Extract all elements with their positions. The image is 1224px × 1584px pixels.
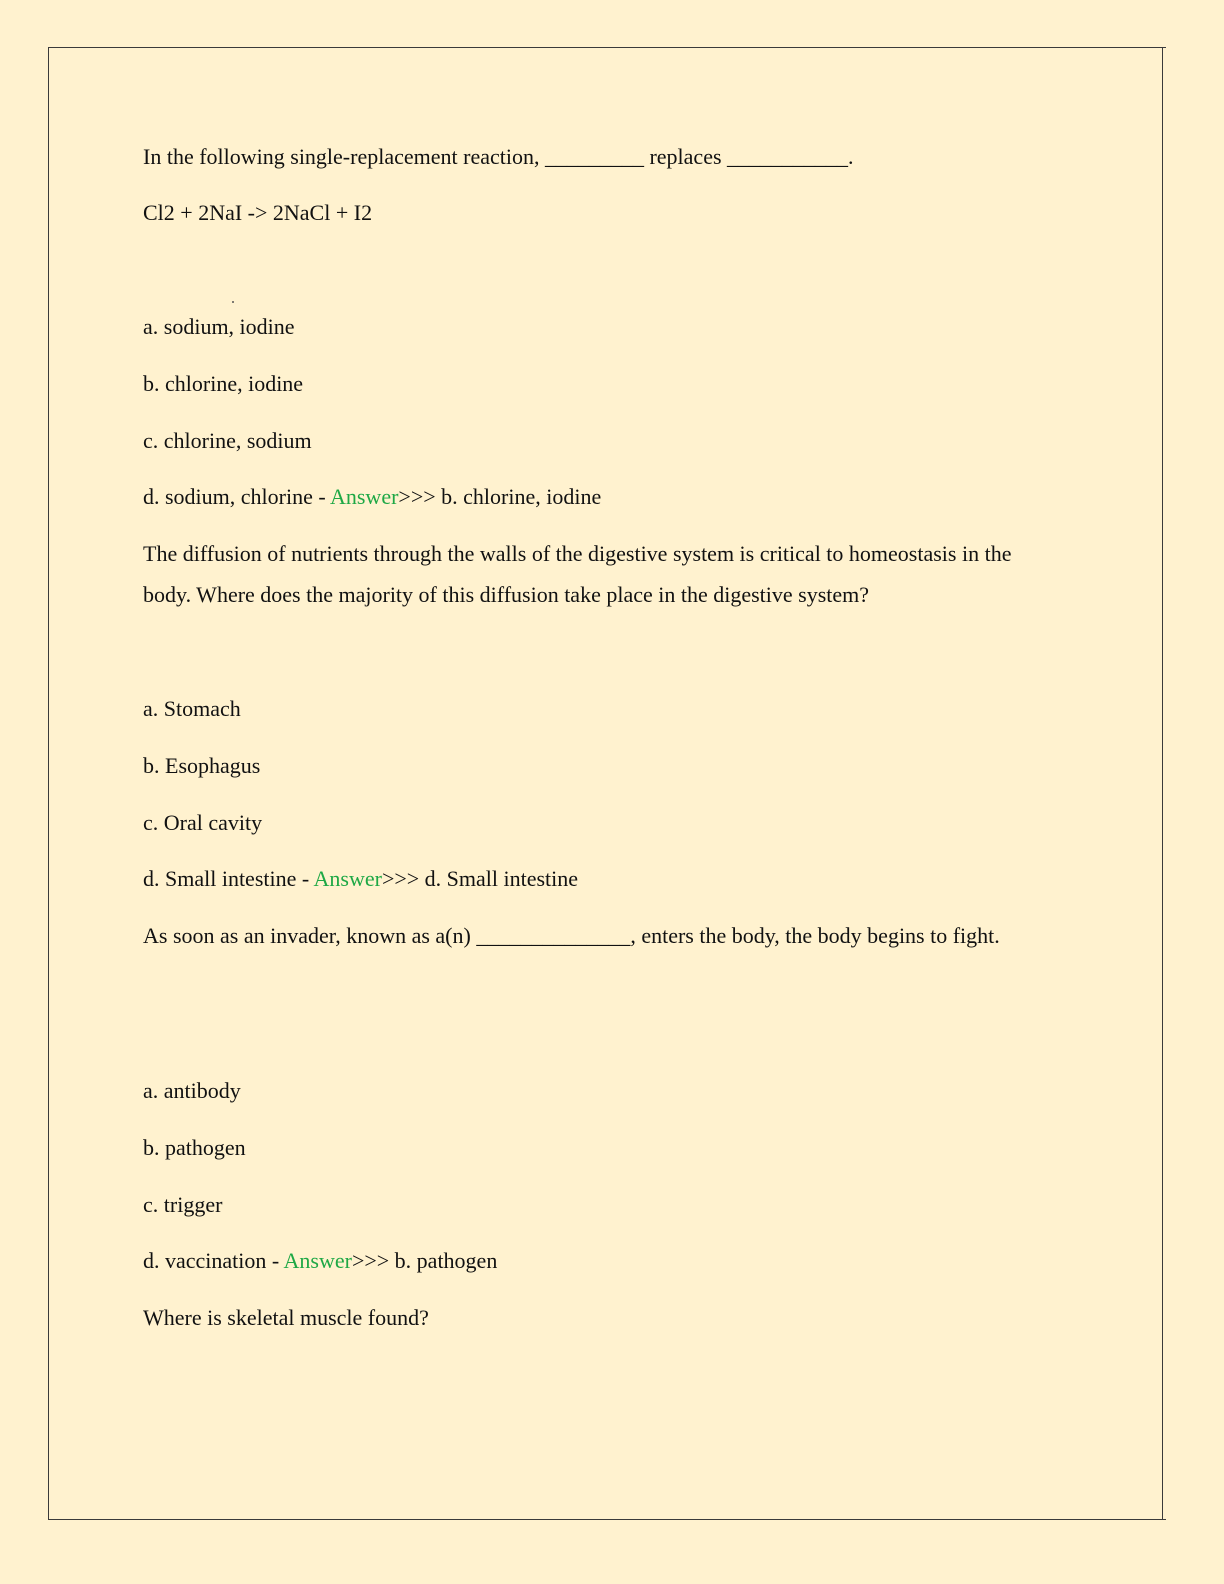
question-3-option-d: d. vaccination - (143, 1248, 284, 1273)
border-tick-top (1161, 47, 1166, 48)
question-1-option-a: a. sodium, iodine (143, 314, 295, 339)
question-1-answer-text: >>> b. chlorine, iodine (398, 484, 602, 509)
question-2-option-c: c. Oral cavity (143, 810, 263, 835)
question-3-option-a: a. antibody (143, 1078, 241, 1103)
question-3-option-c: c. trigger (143, 1192, 223, 1217)
question-3-option-b: b. pathogen (143, 1135, 246, 1160)
question-1-option-d-row (143, 486, 601, 508)
question-3-option-d-row (143, 1250, 497, 1272)
question-3-answer-label: Answer (283, 1248, 352, 1273)
question-4-prompt: Where is skeletal muscle found? (143, 1305, 429, 1330)
question-2-answer-label: Answer (313, 866, 382, 891)
question-1-answer-label: Answer (329, 484, 399, 509)
question-2-prompt: The diffusion of nutrients through the walls of the digestive system is critical to homeostasis in the body. Where does the majority of this diffusion take place in the digestive system? (143, 541, 1012, 607)
question-1-option-b: b. chlorine, iodine (143, 371, 304, 396)
question-2-answer-text: >>> d. Small intestine (381, 866, 579, 891)
question-3-answer-text: >>> b. pathogen (351, 1248, 498, 1273)
question-1-prompt: In the following single-replacement reaction, _________ replaces ___________. (143, 144, 854, 169)
question-3-prompt: As soon as an invader, known as a(n) ______________, enters the body, the body begins to fight. (143, 923, 1000, 948)
question-1-option-d: d. sodium, chlorine - (143, 484, 330, 509)
question-1-option-c: c. chlorine, sodium (143, 428, 312, 453)
stray-mark (232, 301, 234, 303)
question-2-option-d-row (143, 868, 578, 890)
page-border (48, 47, 1163, 1520)
question-2-option-a: a. Stomach (143, 696, 241, 721)
border-tick-bottom (1161, 1519, 1166, 1520)
question-2-option-b: b. Esophagus (143, 753, 261, 778)
question-1-equation: Cl2 + 2NaI -> 2NaCl + I2 (143, 200, 373, 225)
question-2-option-d: d. Small intestine - (143, 866, 314, 891)
